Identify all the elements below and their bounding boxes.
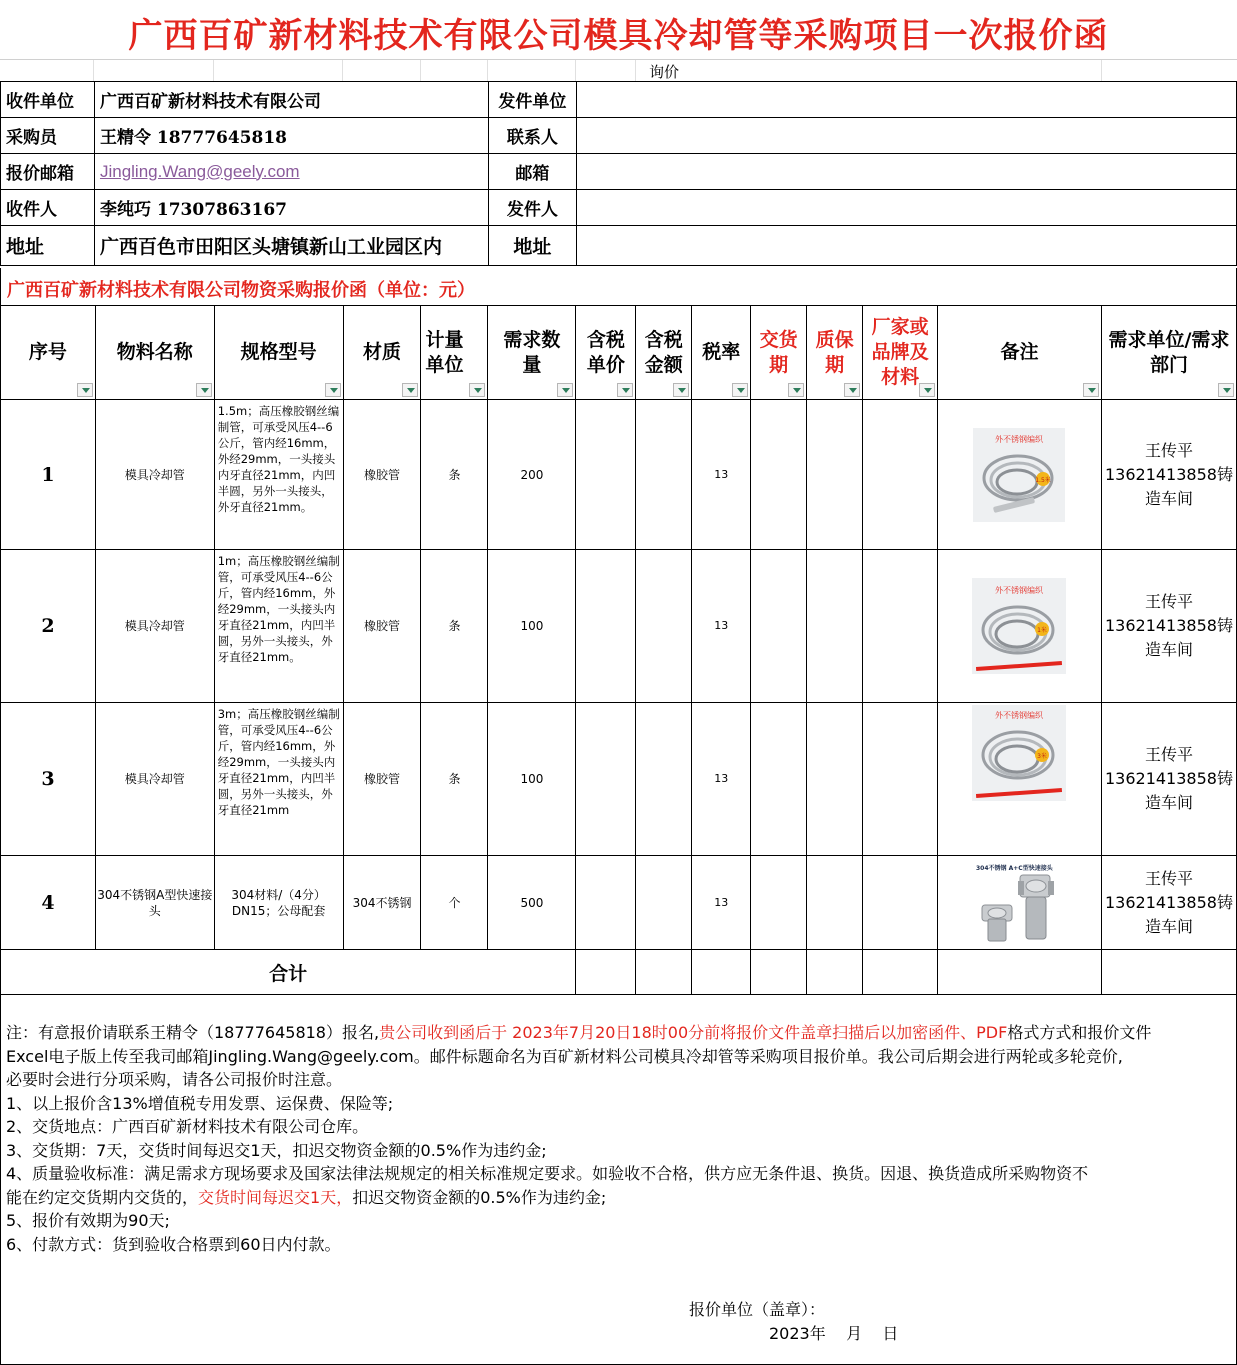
col-brand[interactable] (863, 306, 938, 400)
row-tax[interactable]: 13 (692, 400, 751, 550)
address-label: 地址 (1, 226, 95, 266)
row-remark[interactable] (938, 703, 1102, 856)
col-dept-label: 需求单位/需求部门 (1108, 328, 1230, 376)
col-unit[interactable] (421, 306, 488, 400)
row-spec[interactable]: 1m；高压橡胶钢丝编制管，可承受风压4--6公斤，管内经16mm，外经29mm，一头接头内牙直径21mm，内凹半圆，另外一头接头，外牙直径21mm。 (214, 550, 343, 703)
row-seq[interactable]: 3 (1, 703, 96, 856)
email-label: 报价邮箱 (1, 154, 95, 190)
filter-dropdown-icon[interactable] (919, 383, 935, 397)
col-material-label: 材质 (363, 341, 402, 363)
row-unit[interactable]: 个 (421, 856, 488, 950)
page-title: 广西百矿新材料技术有限公司模具冷却管等采购项目一次报价函 (128, 16, 1109, 56)
row-tax[interactable]: 13 (692, 703, 751, 856)
row-warranty[interactable] (807, 703, 863, 856)
col-tax[interactable] (692, 306, 751, 400)
col-spec[interactable] (214, 306, 343, 400)
col-name[interactable] (95, 306, 214, 400)
filter-dropdown-icon[interactable] (402, 383, 418, 397)
row-dept[interactable]: 王传平 13621413858铸造车间 (1101, 856, 1236, 950)
filter-dropdown-icon[interactable] (673, 383, 689, 397)
notes-intro (1, 1021, 1236, 1045)
filter-dropdown-icon[interactable] (844, 383, 860, 397)
send-unit-value[interactable] (576, 82, 1236, 118)
row-price[interactable] (576, 856, 636, 950)
subtitle-row (0, 60, 1237, 81)
sign-unit: 报价单位（盖章）： (689, 1300, 826, 1319)
notes-intro-red: 贵公司收到函后于 2023年7月20日18时00分前将报价文件盖章扫描后以加密函件、PDF (379, 1023, 1008, 1042)
row-brand[interactable] (863, 550, 938, 703)
notes-item3: 3、交货期：7天，交货时间每迟交1天，扣迟交物资金额的0.5%作为违约金; (6, 1140, 547, 1160)
notes-item4-a: 能在约定交货期内交货的， (6, 1187, 199, 1207)
row-amount[interactable] (636, 703, 692, 856)
photo-caption: 外不锈钢编织 (995, 586, 1044, 595)
send-unit-label: 发件单位 (488, 82, 576, 118)
row-delivery[interactable] (751, 703, 807, 856)
row-unit[interactable]: 条 (421, 550, 488, 703)
row-qty[interactable]: 200 (488, 400, 576, 550)
photo-caption: 外不锈钢编织 (995, 434, 1044, 444)
col-spec-label: 规格型号 (240, 341, 317, 363)
filter-dropdown-icon[interactable] (557, 383, 573, 397)
row-name[interactable]: 模具冷却管 (95, 400, 214, 550)
row-delivery[interactable] (751, 550, 807, 703)
address2-value[interactable] (576, 226, 1236, 266)
length-badge: 3米 (1037, 753, 1048, 760)
row-seq[interactable]: 2 (1, 550, 96, 703)
notes-item6: 6、付款方式：货到验收合格票到60日内付款。 (6, 1234, 341, 1254)
filter-dropdown-icon[interactable] (77, 383, 93, 397)
mail-value[interactable] (576, 154, 1236, 190)
col-amount-label: 含税金额 (644, 328, 683, 376)
hose-photo-image (972, 705, 1066, 801)
total-label: 合计 (1, 950, 576, 995)
receiver-label: 收件人 (1, 190, 95, 226)
receiver-value[interactable]: 李纯巧 17307863167 (94, 190, 488, 226)
col-price[interactable] (576, 306, 636, 400)
notes-section (0, 994, 1237, 1365)
col-warranty-label: 质保期 (815, 328, 854, 376)
col-delivery-label: 交货期 (759, 328, 798, 376)
row-material[interactable]: 304不锈钢 (343, 856, 421, 950)
row-price[interactable] (576, 703, 636, 856)
col-material[interactable] (343, 306, 421, 400)
col-price-label: 含税单价 (586, 328, 625, 376)
col-seq[interactable] (1, 306, 96, 400)
row-qty[interactable]: 100 (488, 550, 576, 703)
row-spec[interactable]: 304材料/（4分）DN15；公母配套 (214, 856, 343, 950)
address2-label: 地址 (488, 226, 576, 266)
col-tax-label: 税率 (702, 341, 741, 363)
buyer-value[interactable]: 王精令 18777645818 (94, 118, 488, 154)
length-badge: 1米 (1037, 627, 1048, 634)
photo-caption: 304不锈钢 A+C型快速接头 (976, 864, 1054, 872)
row-tax[interactable]: 13 (692, 550, 751, 703)
row-qty[interactable]: 100 (488, 703, 576, 856)
row-name[interactable]: 模具冷却管 (95, 703, 214, 856)
notes-intro-a: 注：有意报价请联系王精令（18777645818）报名, (6, 1023, 380, 1042)
row-spec[interactable]: 3m；高压橡胶钢丝编制管，可承受风压4--6公斤，管内经16mm，外经29mm，一头接头内牙直径21mm，内凹半圆，另外一头接头，外牙直径21mm (214, 703, 343, 856)
row-tax[interactable]: 13 (692, 856, 751, 950)
row-amount[interactable] (636, 856, 692, 950)
total-warranty[interactable] (807, 950, 863, 995)
total-dept[interactable] (1101, 950, 1236, 995)
row-unit[interactable]: 条 (421, 400, 488, 550)
row-material[interactable]: 橡胶管 (343, 550, 421, 703)
caption-row (0, 268, 1237, 305)
row-material[interactable]: 橡胶管 (343, 400, 421, 550)
filter-dropdown-icon[interactable] (732, 383, 748, 397)
row-delivery[interactable] (751, 400, 807, 550)
row-brand[interactable] (863, 856, 938, 950)
notes-intro-line2: Excel电子版上传至我司邮箱Jingling.Wang@geely.com。邮件标题命名为百矿新材料公司模具冷却管等采购项目报价单。我公司后期会进行两轮或多轮竞价, (6, 1046, 1123, 1066)
row-warranty[interactable] (807, 400, 863, 550)
col-warranty[interactable] (807, 306, 863, 400)
row-warranty[interactable] (807, 550, 863, 703)
header-row (1, 306, 1237, 400)
filter-dropdown-icon[interactable] (325, 383, 341, 397)
col-name-label: 物料名称 (116, 341, 193, 363)
filter-dropdown-icon[interactable] (1083, 383, 1099, 397)
table-row (1, 856, 1237, 950)
row-amount[interactable] (636, 400, 692, 550)
col-unit-label: 计量单位 (425, 328, 464, 376)
row-dept[interactable]: 王传平 13621413858铸造车间 (1101, 400, 1236, 550)
title-row (0, 0, 1237, 60)
row-dept[interactable]: 王传平 13621413858铸造车间 (1101, 550, 1236, 703)
length-badge: 1.5米 (1035, 476, 1052, 484)
total-row (1, 950, 1237, 995)
notes-item4-red: 交货时间每迟交1天， (198, 1187, 353, 1207)
mail-label: 邮箱 (488, 154, 576, 190)
row-unit[interactable]: 条 (421, 703, 488, 856)
row-remark[interactable] (938, 856, 1102, 950)
col-delivery[interactable] (751, 306, 807, 400)
total-tax[interactable] (692, 950, 751, 995)
col-remark[interactable] (938, 306, 1102, 400)
row-amount[interactable] (636, 550, 692, 703)
table-row (1, 703, 1237, 856)
buyer-label: 采购员 (1, 118, 95, 154)
col-amount[interactable] (636, 306, 692, 400)
notes-item4-line2 (1, 1186, 1236, 1210)
email-value[interactable] (94, 154, 488, 190)
row-seq[interactable]: 4 (1, 856, 96, 950)
row-seq[interactable]: 1 (1, 400, 96, 550)
row-price[interactable] (576, 550, 636, 703)
col-qty-label: 需求数量 (503, 328, 561, 376)
recv-unit-label: 收件单位 (1, 82, 95, 118)
inquiry-label: 询价 (648, 63, 679, 81)
row-brand[interactable] (863, 703, 938, 856)
hose-photo-image (973, 428, 1065, 522)
notes-item2: 2、交货地点：广西百矿新材料技术有限公司仓库。 (6, 1117, 369, 1136)
sender-label: 发件人 (488, 190, 576, 226)
photo-caption: 外不锈钢编织 (995, 711, 1044, 720)
table-caption: 广西百矿新材料技术有限公司物资采购报价函（单位：元） (7, 280, 475, 301)
col-qty[interactable] (488, 306, 576, 400)
notes-intro-line3: 必要时会进行分项采购，请各公司报价时注意。 (6, 1070, 343, 1089)
contact-label: 联系人 (488, 118, 576, 154)
sign-date: 2023年 月 日 (769, 1324, 899, 1343)
hose-photo-image (972, 578, 1066, 674)
total-brand[interactable] (863, 950, 938, 995)
coupling-photo-image (972, 861, 1066, 945)
total-delivery[interactable] (751, 950, 807, 995)
row-delivery[interactable] (751, 856, 807, 950)
row-remark[interactable] (938, 400, 1102, 550)
col-remark-label: 备注 (1000, 341, 1039, 363)
filter-dropdown-icon[interactable] (617, 383, 633, 397)
address-value[interactable]: 广西百色市田阳区头塘镇新山工业园区内 (94, 226, 488, 266)
row-remark[interactable] (938, 550, 1102, 703)
filter-dropdown-icon[interactable] (1218, 383, 1234, 397)
row-material[interactable]: 橡胶管 (343, 703, 421, 856)
row-spec[interactable]: 1.5m；高压橡胶钢丝编制管，可承受风压4--6公斤，管内经16mm，外经29mm，一头接头内牙直径21mm，内凹半圆，另外一头接头，外牙直径21mm。 (214, 400, 343, 550)
col-dept[interactable] (1101, 306, 1236, 400)
total-amount[interactable] (636, 950, 692, 995)
items-table (0, 305, 1237, 995)
row-price[interactable] (576, 400, 636, 550)
notes-intro-b: 格式方式和报价文件 (1007, 1023, 1152, 1042)
notes-item5: 5、报价有效期为90天; (6, 1211, 170, 1230)
email-link[interactable]: Jingling.Wang@geely.com (99, 161, 300, 181)
table-row (1, 400, 1237, 550)
notes-item4-b: 扣迟交物资金额的0.5%作为违约金; (352, 1187, 607, 1207)
row-brand[interactable] (863, 400, 938, 550)
row-warranty[interactable] (807, 856, 863, 950)
row-name[interactable]: 模具冷却管 (95, 550, 214, 703)
contact-value[interactable] (576, 118, 1236, 154)
filter-dropdown-icon[interactable] (788, 383, 804, 397)
filter-dropdown-icon[interactable] (469, 383, 485, 397)
info-table (0, 81, 1237, 266)
total-price[interactable] (576, 950, 636, 995)
sender-value[interactable] (576, 190, 1236, 226)
row-qty[interactable]: 500 (488, 856, 576, 950)
notes-item4-line1: 4、质量验收标准：满足需求方现场要求及国家法律法规规定的相关标准规定要求。如验收不合格，供方应无条件退、换货。因退、换货造成所采购物资不 (6, 1164, 1089, 1183)
recv-unit-value[interactable]: 广西百矿新材料技术有限公司 (94, 82, 488, 118)
row-dept[interactable]: 王传平 13621413858铸造车间 (1101, 703, 1236, 856)
row-name[interactable]: 304不锈钢A型快速接头 (95, 856, 214, 950)
filter-dropdown-icon[interactable] (196, 383, 212, 397)
notes-item1: 1、以上报价含13%增值税专用发票、运保费、保险等; (6, 1093, 394, 1113)
col-brand-label: 厂家或品牌及材料 (871, 316, 929, 388)
total-remark[interactable] (938, 950, 1102, 995)
table-row (1, 550, 1237, 703)
col-seq-label: 序号 (28, 341, 67, 363)
